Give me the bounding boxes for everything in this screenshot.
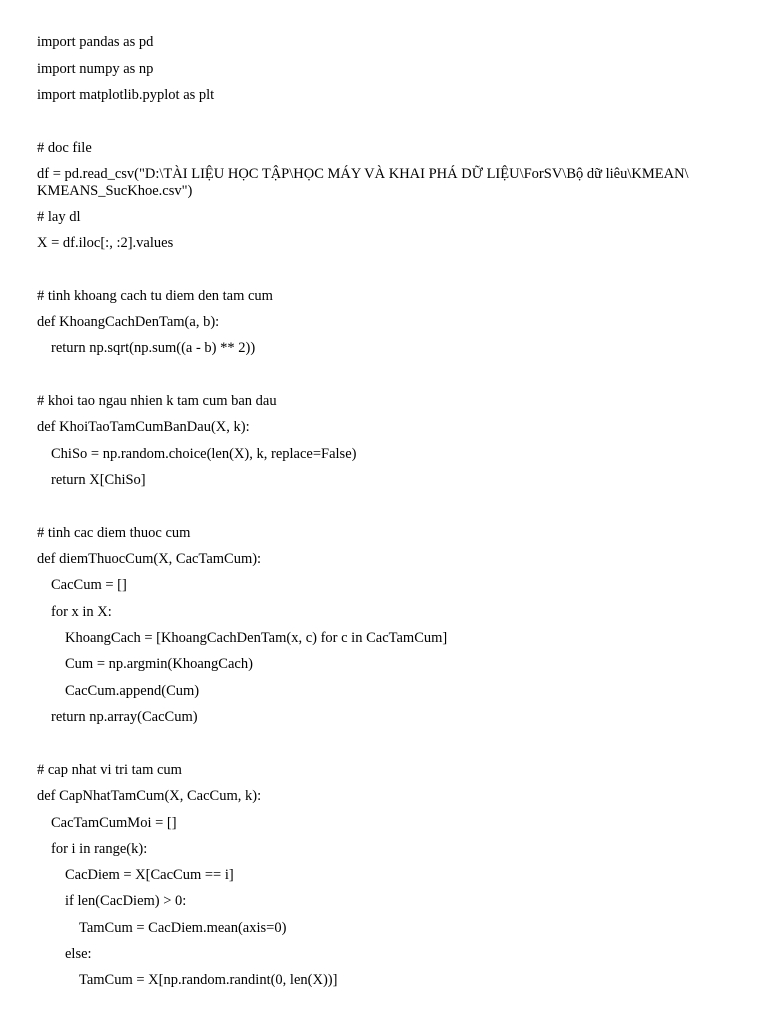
code-line: Cum = np.argmin(KhoangCach) xyxy=(65,656,253,672)
code-line: return np.sqrt(np.sum((a - b) ** 2)) xyxy=(51,340,256,356)
code-comment: # lay dl xyxy=(37,209,81,225)
code-line: for i in range(k): xyxy=(51,841,148,857)
code-line: X = df.iloc[:, :2].values xyxy=(37,235,174,251)
code-comment: # khoi tao ngau nhien k tam cum ban dau xyxy=(37,393,277,409)
code-comment: # tinh khoang cach tu diem den tam cum xyxy=(37,288,273,304)
code-line: KhoangCach = [KhoangCachDenTam(x, c) for c in CacTamCum] xyxy=(65,630,448,646)
code-line: CacTamCumMoi = [] xyxy=(51,815,177,831)
code-line: def KhoiTaoTamCumBanDau(X, k): xyxy=(37,419,250,435)
code-line: else: xyxy=(65,946,92,962)
code-line: def diemThuocCum(X, CacTamCum): xyxy=(37,551,262,567)
code-line: import matplotlib.pyplot as plt xyxy=(37,87,215,103)
code-comment: # cap nhat vi tri tam cum xyxy=(37,762,182,778)
code-comment: # doc file xyxy=(37,140,92,156)
code-line: TamCum = X[np.random.randint(0, len(X))] xyxy=(79,972,338,988)
code-line: CacDiem = X[CacCum == i] xyxy=(65,867,234,883)
code-line: TamCum = CacDiem.mean(axis=0) xyxy=(79,920,287,936)
code-line: ChiSo = np.random.choice(len(X), k, replace=False) xyxy=(51,446,357,462)
code-line: return X[ChiSo] xyxy=(51,472,146,488)
code-line: CacCum.append(Cum) xyxy=(65,683,200,699)
code-line: return np.array(CacCum) xyxy=(51,709,198,725)
code-line: if len(CacDiem) > 0: xyxy=(65,893,187,909)
code-line: import pandas as pd xyxy=(37,34,154,50)
code-line: for x in X: xyxy=(51,604,112,620)
code-line: CacCum = [] xyxy=(51,577,127,593)
code-line: def KhoangCachDenTam(a, b): xyxy=(37,314,220,330)
code-line: def CapNhatTamCum(X, CacCum, k): xyxy=(37,788,262,804)
code-line: df = pd.read_csv("D:\TÀI LIỆU HỌC TẬP\HỌC MÁY VÀ KHAI PHÁ DỮ LIỆU\ForSV\Bộ dữ liêu\KMEAN\ KMEANS_SucKhoe.csv") xyxy=(37,166,689,199)
code-comment: # tinh cac diem thuoc cum xyxy=(37,525,191,541)
code-line: import numpy as np xyxy=(37,61,154,77)
